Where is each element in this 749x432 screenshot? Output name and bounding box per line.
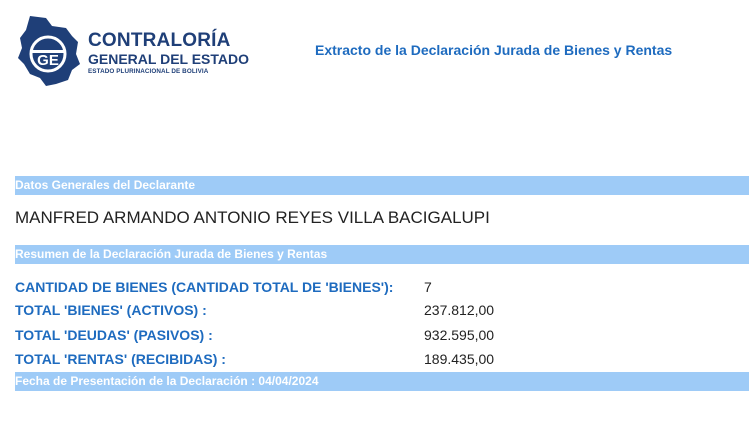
summary-row [15, 279, 715, 299]
summary-row-label: TOTAL 'RENTAS' (RECIBIDAS) : [15, 351, 226, 367]
summary-row-label: TOTAL 'DEUDAS' (PASIVOS) : [15, 327, 213, 343]
summary-row-value: 189.435,00 [424, 351, 495, 367]
summary-header: Resumen de la Declaración Jurada de Bienes y Rentas [15, 245, 749, 264]
summary-row-label: TOTAL 'BIENES' (ACTIVOS) : [15, 302, 207, 318]
summary-row-value: 7 [424, 279, 432, 295]
bolivia-map-emblem-icon [16, 14, 82, 88]
emblem-letters: GE [37, 52, 59, 69]
brand-name: CONTRALORÍA [88, 30, 231, 51]
brand-tagline: ESTADO PLURINACIONAL DE BOLIVIA [88, 68, 209, 75]
document-title: Extracto de la Declaración Jurada de Bienes y Rentas [315, 42, 673, 58]
presentation-date: Fecha de Presentación de la Declaración : 04/04/2024 [15, 372, 749, 391]
summary-row [15, 327, 715, 347]
brand-subname: GENERAL DEL ESTADO [88, 51, 250, 67]
logo-text [88, 31, 249, 77]
summary-row-value: 237.812,00 [424, 302, 495, 318]
contraloria-logo [16, 14, 250, 88]
general-data-header: Datos Generales del Declarante [15, 176, 749, 195]
summary-row-value: 932.595,00 [424, 327, 495, 343]
summary-row [15, 302, 715, 322]
declarant-name: MANFRED ARMANDO ANTONIO REYES VILLA BACIGALUPI [15, 208, 490, 227]
summary-row-label: CANTIDAD DE BIENES (CANTIDAD TOTAL DE 'BIENES'): [15, 279, 394, 295]
summary-row [15, 351, 715, 371]
